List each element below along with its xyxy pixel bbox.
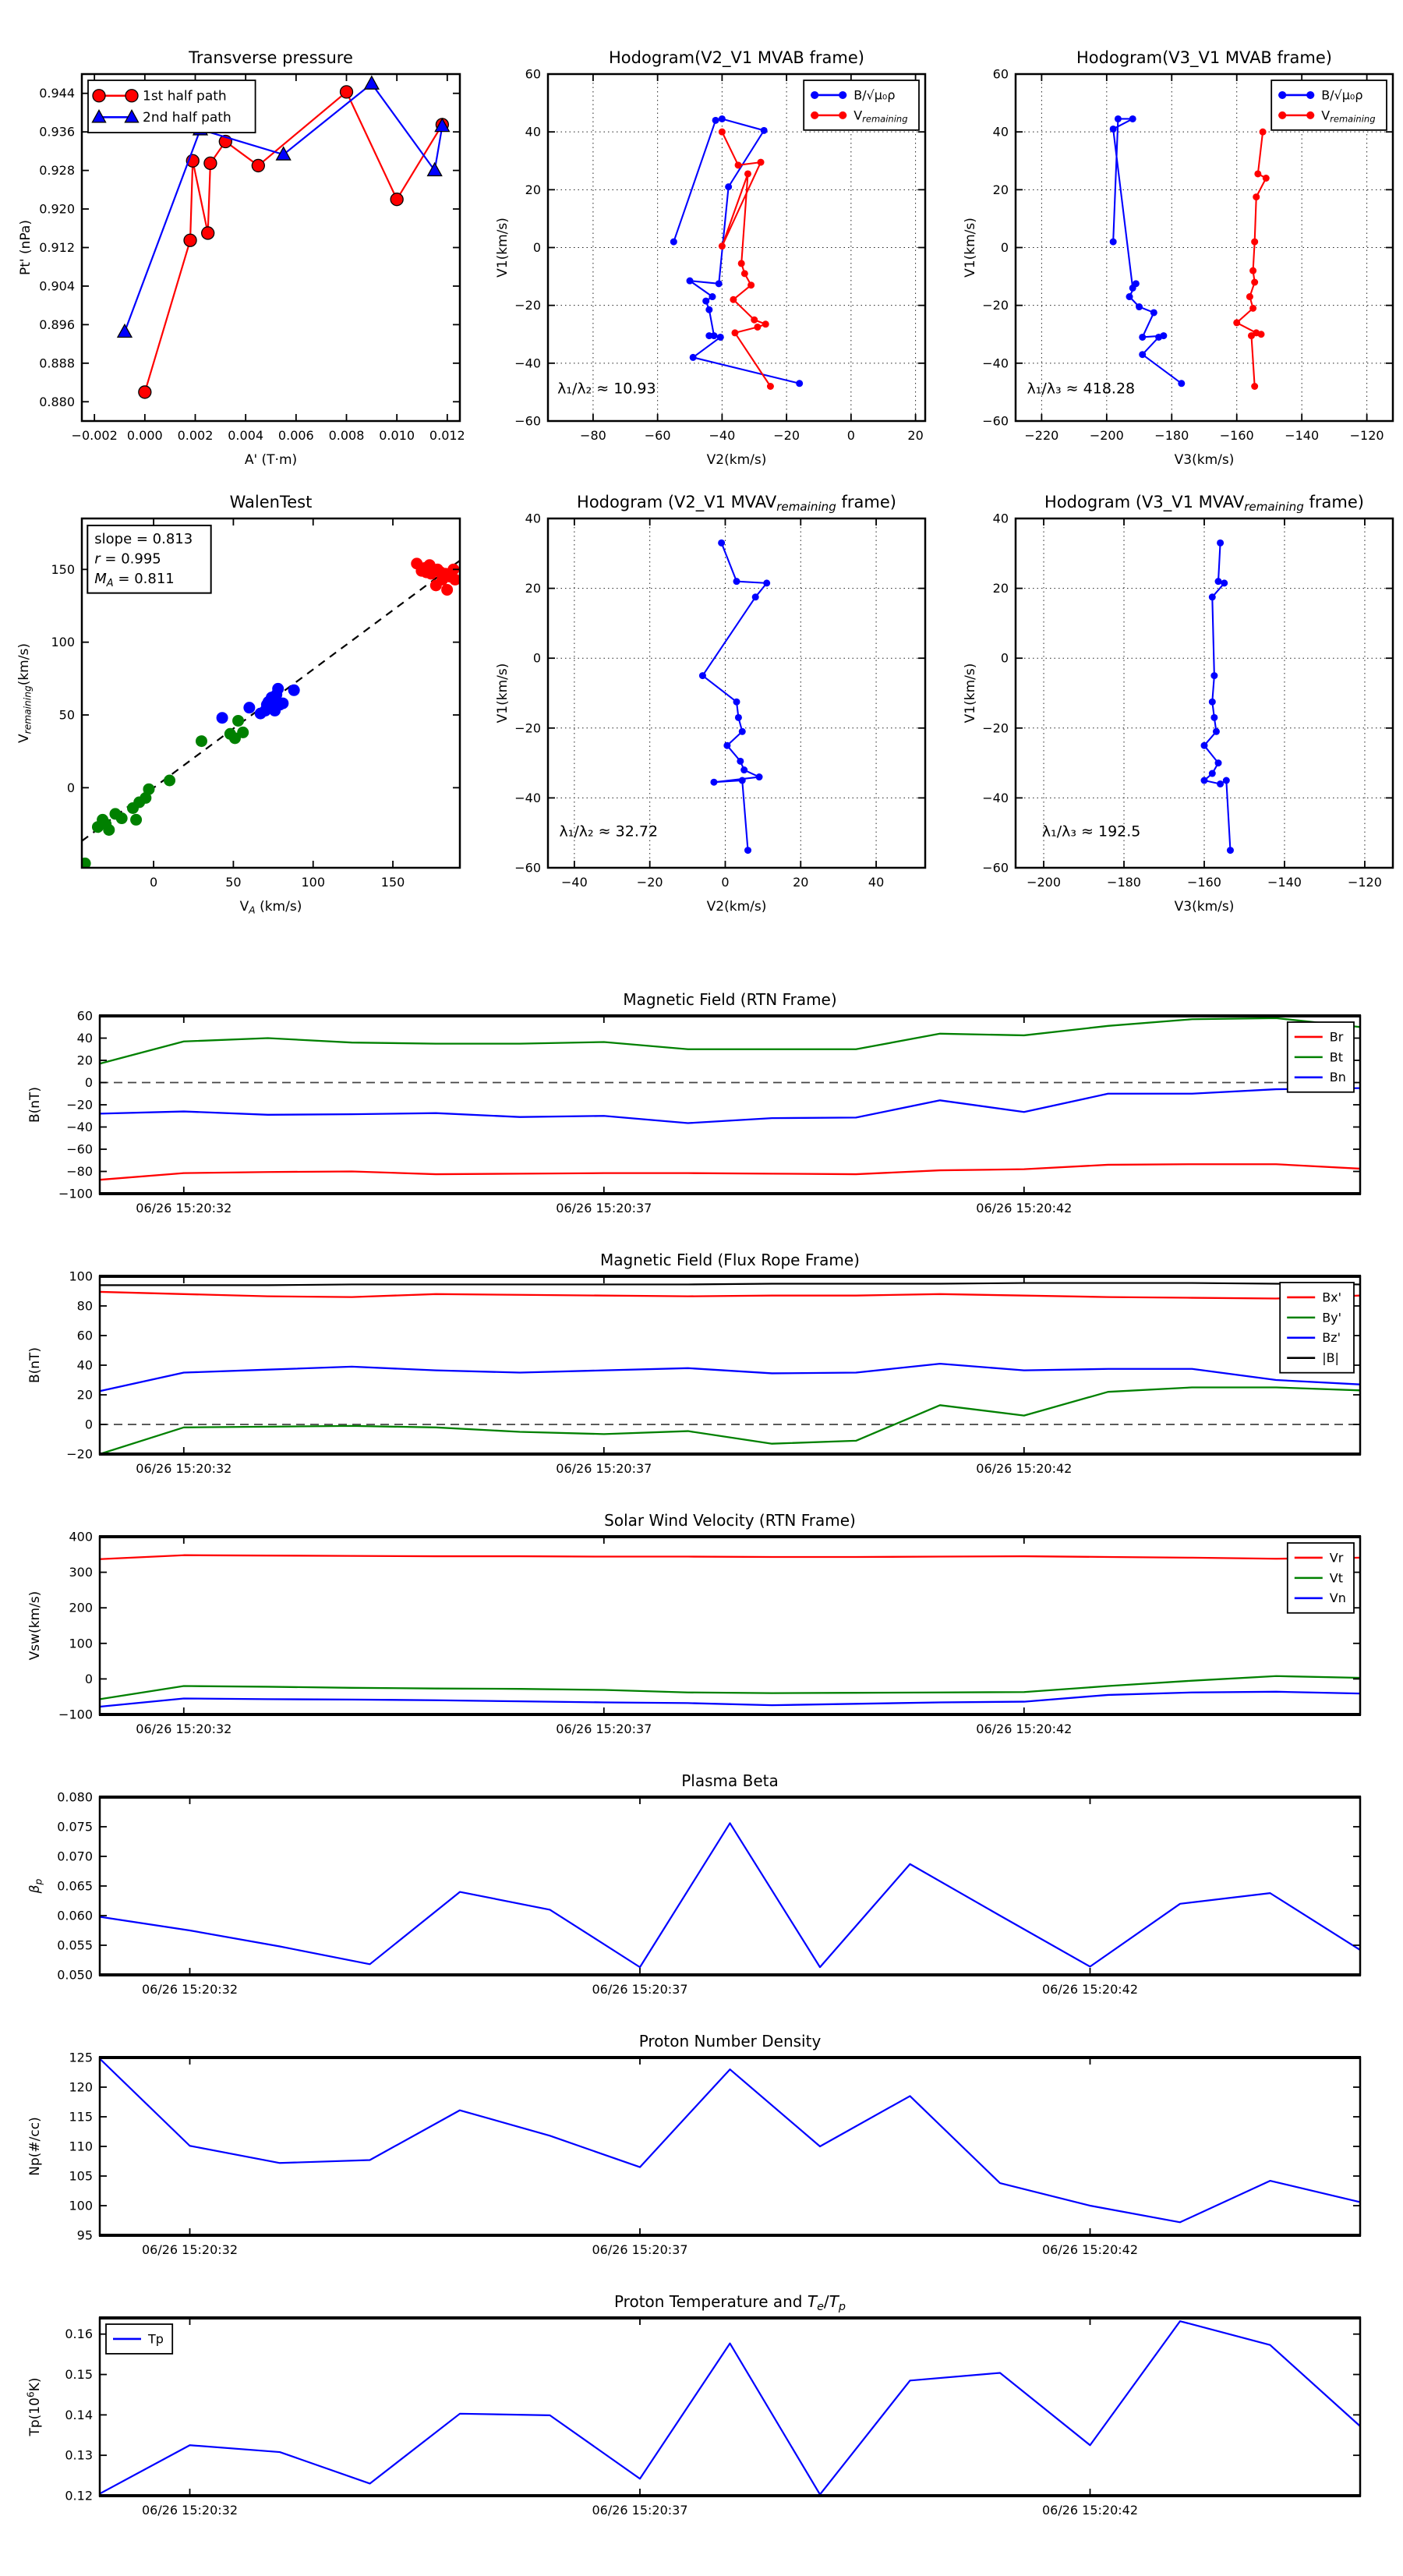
svg-text:0.912: 0.912 (39, 240, 75, 255)
mag-flux-rope-series-bx- (100, 1292, 1360, 1299)
svg-text:Hodogram(V3_V1 MVAB frame): Hodogram(V3_V1 MVAB frame) (1076, 48, 1332, 67)
svg-text:Proton Number Density: Proton Number Density (638, 2032, 822, 2051)
svg-text:Vsw(km/s): Vsw(km/s) (27, 1591, 43, 1661)
svg-text:−100: −100 (58, 1707, 93, 1722)
svg-text:105: 105 (69, 2168, 93, 2184)
svg-text:0.13: 0.13 (65, 2447, 93, 2463)
hodogram-v3v1-mvab-plot (935, 12, 1403, 479)
svg-text:−60: −60 (982, 860, 1009, 876)
svg-text:V3(km/s): V3(km/s) (1174, 899, 1235, 915)
svg-text:40: 40 (525, 511, 541, 526)
walen-test-series-1st-interval (80, 715, 249, 869)
hodogram-v3v1-mvab-series-v-remaining (1233, 129, 1270, 390)
chart-hodogram-v3v1-mvab (935, 12, 1403, 479)
svg-text:−60: −60 (514, 413, 541, 429)
svg-text:−60: −60 (514, 860, 541, 876)
svg-text:−20: −20 (982, 298, 1009, 313)
hodogram-v2v1-mvav-plot (468, 479, 935, 928)
svg-text:06/26 15:20:42: 06/26 15:20:42 (976, 1461, 1073, 1476)
svg-text:Tp: Tp (148, 2331, 164, 2347)
svg-text:−60: −60 (982, 413, 1009, 429)
svg-text:06/26 15:20:32: 06/26 15:20:32 (141, 2503, 239, 2518)
solar-wind-velocity-series-vt (100, 1676, 1360, 1700)
svg-text:40: 40 (992, 511, 1009, 526)
svg-text:Plasma Beta: Plasma Beta (681, 1771, 779, 1790)
svg-text:Hodogram(V2_V1 MVAB frame): Hodogram(V2_V1 MVAB frame) (609, 48, 864, 67)
svg-text:λ₁/λ₃ ≈ 192.5: λ₁/λ₃ ≈ 192.5 (1041, 823, 1141, 840)
svg-text:0.15: 0.15 (65, 2367, 93, 2383)
svg-text:−160: −160 (1219, 428, 1254, 443)
hodogram-v3v1-mvab-series-b-sqrt-mu0-rho- (1110, 115, 1186, 387)
svg-text:100: 100 (51, 635, 75, 650)
svg-text:βp: $\beta_p$ (27, 1878, 44, 1894)
svg-text:0.055: 0.055 (57, 1937, 93, 1953)
svg-text:115: 115 (69, 2109, 93, 2125)
svg-text:0.904: 0.904 (39, 278, 75, 294)
mag-rtn-series-br (100, 1164, 1360, 1180)
svg-text:slope = 0.813: slope = 0.813 (94, 531, 193, 548)
svg-text:06/26 15:20:42: 06/26 15:20:42 (1041, 2503, 1139, 2518)
svg-text:−40: −40 (982, 790, 1009, 805)
svg-text:0.896: 0.896 (39, 317, 75, 332)
mag-rtn-series-bn (100, 1088, 1360, 1123)
svg-text:80: 80 (76, 1298, 93, 1314)
svg-text:B/√μ₀ρ: B/√μ₀ρ (1321, 87, 1363, 103)
transverse-pressure-legend (88, 80, 256, 133)
svg-text:06/26 15:20:32: 06/26 15:20:32 (136, 1721, 232, 1736)
chart-hodogram-v3v1-mvav (935, 479, 1403, 928)
svg-text:−40: −40 (66, 1120, 93, 1134)
solar-wind-velocity-plot (0, 1494, 1403, 1754)
svg-text:λ₁/λ₂ ≈ 32.72: λ₁/λ₂ ≈ 32.72 (559, 823, 659, 840)
svg-text:−40: −40 (560, 875, 588, 890)
svg-text:−80: −80 (66, 1164, 93, 1179)
svg-text:0.888: 0.888 (39, 356, 75, 371)
svg-text:0.070: 0.070 (57, 1849, 93, 1864)
svg-text:V1(km/s): V1(km/s) (495, 663, 511, 724)
chart-hodogram-v2v1-mvab (468, 12, 935, 479)
svg-text:0.050: 0.050 (57, 1967, 93, 1983)
svg-text:V2(km/s): V2(km/s) (706, 452, 767, 468)
svg-text:06/26 15:20:32: 06/26 15:20:32 (141, 2242, 239, 2257)
svg-text:20: 20 (907, 428, 924, 443)
hodogram-v2v1-mvav-series-b-sqrt-mu0-rho- (699, 540, 770, 854)
svg-text:06/26 15:20:37: 06/26 15:20:37 (592, 2503, 688, 2518)
svg-text:Vn: Vn (1329, 1591, 1346, 1606)
svg-text:−40: −40 (514, 790, 541, 805)
svg-text:06/26 15:20:42: 06/26 15:20:42 (976, 1721, 1073, 1736)
svg-text:40: 40 (525, 124, 541, 140)
svg-text:0: 0 (84, 1417, 93, 1432)
svg-text:0.065: 0.065 (57, 1878, 93, 1894)
chart-transverse-pressure (0, 12, 468, 479)
svg-text:−0.002: −0.002 (71, 428, 118, 443)
svg-text:WalenTest: WalenTest (229, 493, 313, 511)
svg-text:120: 120 (69, 2079, 93, 2095)
svg-text:0: 0 (66, 780, 75, 795)
svg-text:200: 200 (69, 1600, 93, 1615)
svg-text:0.060: 0.060 (57, 1908, 93, 1923)
svg-text:0.920: 0.920 (39, 201, 75, 217)
chart-plasma-beta (0, 1754, 1403, 2015)
svg-text:−180: −180 (1107, 875, 1141, 890)
svg-text:By': By' (1322, 1310, 1342, 1325)
svg-text:−20: −20 (773, 428, 800, 443)
svg-text:0: 0 (1000, 650, 1009, 666)
mag-flux-rope-series-bz- (100, 1364, 1360, 1391)
mag-rtn-legend (1288, 1022, 1354, 1092)
svg-text:−60: −60 (66, 1141, 93, 1157)
svg-text:40: 40 (868, 875, 885, 890)
svg-text:−100: −100 (58, 1186, 93, 1201)
svg-text:A' (T·m): A' (T·m) (244, 452, 298, 468)
svg-text:0.944: 0.944 (39, 86, 75, 101)
svg-text:06/26 15:20:37: 06/26 15:20:37 (592, 2242, 688, 2257)
solar-wind-velocity-series-vn (100, 1692, 1360, 1707)
svg-text:20: 20 (525, 182, 541, 197)
svg-text:0.000: 0.000 (126, 428, 163, 443)
svg-text:V2(km/s): V2(km/s) (706, 899, 767, 915)
walen-test-plot (0, 479, 468, 928)
svg-text:0.880: 0.880 (39, 394, 75, 409)
svg-text:V3(km/s): V3(km/s) (1174, 452, 1235, 468)
svg-text:0: 0 (532, 240, 541, 255)
svg-text:06/26 15:20:42: 06/26 15:20:42 (976, 1201, 1073, 1215)
svg-text:40: 40 (76, 1031, 93, 1046)
svg-text:400: 400 (69, 1529, 93, 1545)
svg-text:Proton Temperature and Te/Tp: Proton Temperature and $T_e/T_p$ (613, 2292, 846, 2313)
svg-text:0.006: 0.006 (277, 428, 314, 443)
svg-text:Hodogram (V3_V1 MVAVremaining: Hodogram (V3_V1 $MVAV_{remaining}$ frame) (1044, 493, 1364, 515)
svg-text:λ₁/λ₃ ≈ 418.28: λ₁/λ₃ ≈ 418.28 (1027, 380, 1136, 398)
solar-wind-velocity-legend (1288, 1543, 1354, 1613)
svg-text:V1(km/s): V1(km/s) (963, 663, 978, 724)
svg-text:06/26 15:20:42: 06/26 15:20:42 (1041, 1982, 1139, 1997)
mag-flux-rope-plot (0, 1233, 1403, 1494)
svg-text:110: 110 (69, 2139, 93, 2154)
svg-text:−120: −120 (1347, 875, 1382, 890)
svg-text:−140: −140 (1285, 428, 1320, 443)
svg-text:0: 0 (532, 650, 541, 666)
svg-text:−20: −20 (636, 875, 663, 890)
mag-flux-rope-series--b- (100, 1283, 1360, 1286)
svg-text:0.075: 0.075 (57, 1819, 93, 1835)
svg-text:0.012: 0.012 (429, 428, 465, 443)
svg-text:0.004: 0.004 (228, 428, 264, 443)
svg-text:60: 60 (76, 1008, 93, 1024)
hodogram-v2v1-mvab-plot (468, 12, 935, 479)
svg-text:−20: −20 (66, 1446, 93, 1462)
svg-text:VA (km/s): $V_A$ (km/s) (239, 899, 302, 916)
svg-text:0.12: 0.12 (65, 2488, 93, 2503)
chart-walen-test (0, 479, 468, 928)
svg-text:−140: −140 (1267, 875, 1302, 890)
svg-text:95: 95 (76, 2227, 93, 2243)
svg-text:0.002: 0.002 (177, 428, 214, 443)
hodogram-v3v1-mvav-series-b-sqrt-mu0-rho- (1201, 540, 1234, 854)
solar-wind-velocity-series-vr (100, 1555, 1360, 1559)
svg-text:0.080: 0.080 (57, 1789, 93, 1805)
hodogram-v2v1-mvab-series-v-remaining (719, 129, 774, 390)
svg-text:Vr: Vr (1329, 1550, 1344, 1566)
svg-text:0: 0 (84, 1671, 93, 1686)
svg-text:−20: −20 (66, 1097, 93, 1113)
svg-text:−180: −180 (1154, 428, 1189, 443)
svg-text:0: 0 (149, 875, 158, 890)
svg-text:Pt' (nPa): Pt' (nPa) (18, 220, 34, 275)
svg-text:Bx': Bx' (1322, 1290, 1342, 1305)
svg-text:−160: −160 (1187, 875, 1221, 890)
svg-text:06/26 15:20:42: 06/26 15:20:42 (1041, 2242, 1139, 2257)
svg-text:40: 40 (992, 124, 1009, 140)
svg-text:Hodogram (V2_V1 MVAVremaining: Hodogram (V2_V1 $MVAV_{remaining}$ frame) (577, 493, 896, 515)
svg-text:B/√μ₀ρ: B/√μ₀ρ (853, 87, 896, 103)
svg-text:Np(#/cc): Np(#/cc) (27, 2117, 43, 2176)
svg-text:0.928: 0.928 (39, 163, 75, 179)
svg-text:Vremaining(km/s): $V_{remaining}(km/s)$ (16, 643, 34, 743)
hodogram-v3v1-mvav-plot (935, 479, 1403, 928)
proton-temperature-plot (0, 2275, 1403, 2573)
proton-density-series-np (100, 2059, 1360, 2223)
svg-text:r = 0.995: r = 0.995 (94, 550, 161, 568)
svg-text:40: 40 (76, 1357, 93, 1373)
svg-text:20: 20 (992, 581, 1009, 596)
svg-text:B(nT): B(nT) (27, 1086, 43, 1123)
svg-text:−40: −40 (514, 356, 541, 371)
svg-text:2nd half path: 2nd half path (143, 110, 231, 126)
mag-flux-rope-series-by- (100, 1388, 1360, 1455)
svg-text:300: 300 (69, 1565, 93, 1580)
svg-text:Magnetic Field (RTN Frame): Magnetic Field (RTN Frame) (623, 990, 837, 1009)
svg-text:Bt: Bt (1329, 1049, 1344, 1065)
svg-text:−60: −60 (644, 428, 671, 443)
svg-text:60: 60 (525, 66, 541, 82)
svg-text:V1(km/s): V1(km/s) (495, 218, 511, 278)
svg-text:0: 0 (1000, 240, 1009, 255)
svg-text:20: 20 (76, 1053, 93, 1068)
svg-text:0: 0 (846, 428, 855, 443)
chart-magnetic-field-flux-rope (0, 1233, 1403, 1494)
svg-text:−20: −20 (514, 720, 541, 736)
svg-text:150: 150 (380, 875, 405, 890)
svg-text:50: 50 (58, 707, 75, 723)
transverse-pressure-plot (0, 12, 468, 479)
svg-text:−20: −20 (514, 298, 541, 313)
mag-rtn-plot (0, 973, 1403, 1233)
svg-text:0: 0 (721, 875, 730, 890)
svg-text:06/26 15:20:37: 06/26 15:20:37 (556, 1461, 652, 1476)
walen-test-stat-box (87, 525, 210, 593)
svg-text:06/26 15:20:37: 06/26 15:20:37 (556, 1201, 652, 1215)
hodogram-v3v1-mvab-legend (1271, 80, 1387, 130)
svg-text:−200: −200 (1089, 428, 1124, 443)
chart-magnetic-field-rtn (0, 973, 1403, 1233)
svg-text:Br: Br (1329, 1029, 1344, 1045)
chart-proton-number-density (0, 2015, 1403, 2275)
svg-text:λ₁/λ₂ ≈ 10.93: λ₁/λ₂ ≈ 10.93 (557, 380, 656, 398)
svg-text:06/26 15:20:37: 06/26 15:20:37 (556, 1721, 652, 1736)
hodogram-v2v1-mvab-legend (804, 80, 919, 130)
svg-text:20: 20 (76, 1387, 93, 1403)
svg-text:0.14: 0.14 (65, 2407, 93, 2422)
svg-text:20: 20 (793, 875, 809, 890)
svg-text:Bz': Bz' (1322, 1330, 1341, 1346)
svg-text:Tp(106K): $Tp(10^6K)$ (25, 2377, 43, 2436)
svg-text:20: 20 (525, 581, 541, 596)
svg-text:0.936: 0.936 (39, 124, 75, 140)
svg-text:−80: −80 (580, 428, 606, 443)
proton-density-plot (0, 2015, 1403, 2275)
plasma-beta-plot (0, 1754, 1403, 2015)
proton-temperature-series-tp (100, 2321, 1360, 2494)
svg-text:−200: −200 (1027, 875, 1062, 890)
svg-text:50: 50 (225, 875, 242, 890)
svg-text:100: 100 (69, 1269, 93, 1284)
svg-text:−20: −20 (982, 720, 1009, 736)
svg-text:MA = 0.811: $M_A = 0.811$ (94, 571, 175, 589)
svg-text:|B|: |B| (1322, 1350, 1339, 1366)
svg-text:100: 100 (69, 1636, 93, 1651)
svg-text:Magnetic Field (Flux Rope Fram: Magnetic Field (Flux Rope Frame) (600, 1251, 860, 1269)
mag-rtn-series-bt (100, 1018, 1360, 1063)
chart-solar-wind-velocity (0, 1494, 1403, 1754)
svg-text:Vremaining: $V_{remaining}$ (1321, 108, 1376, 125)
svg-text:−40: −40 (982, 356, 1009, 371)
svg-text:−40: −40 (709, 428, 736, 443)
svg-text:Vt: Vt (1329, 1570, 1344, 1586)
svg-text:Solar Wind Velocity (RTN Frame: Solar Wind Velocity (RTN Frame) (604, 1511, 856, 1530)
svg-text:06/26 15:20:32: 06/26 15:20:32 (141, 1982, 239, 1997)
svg-text:0.16: 0.16 (65, 2327, 93, 2342)
svg-text:20: 20 (992, 182, 1009, 197)
chart-proton-temperature (0, 2275, 1403, 2573)
svg-text:1st half path: 1st half path (143, 88, 227, 104)
svg-text:06/26 15:20:32: 06/26 15:20:32 (136, 1461, 232, 1476)
svg-text:125: 125 (69, 2050, 93, 2065)
svg-text:60: 60 (76, 1328, 93, 1343)
svg-text:60: 60 (992, 66, 1009, 82)
proton-temperature-legend (106, 2324, 172, 2354)
svg-text:0.010: 0.010 (379, 428, 415, 443)
plasma-beta-series-beta-p (100, 1823, 1360, 1967)
chart-hodogram-v2v1-mvav (468, 479, 935, 928)
svg-text:100: 100 (301, 875, 326, 890)
svg-text:06/26 15:20:32: 06/26 15:20:32 (136, 1201, 232, 1215)
svg-text:Bn: Bn (1329, 1070, 1346, 1085)
hodogram-v2v1-mvab-series-b-sqrt-mu0-rho- (670, 115, 803, 387)
svg-text:−120: −120 (1349, 428, 1384, 443)
svg-text:0: 0 (84, 1075, 93, 1090)
svg-text:−220: −220 (1024, 428, 1059, 443)
svg-text:150: 150 (51, 561, 75, 577)
svg-text:Transverse pressure: Transverse pressure (189, 48, 353, 67)
walen-test-series-3rd-interval (411, 557, 461, 596)
svg-text:0.008: 0.008 (328, 428, 365, 443)
svg-text:B(nT): B(nT) (27, 1346, 43, 1384)
svg-text:06/26 15:20:37: 06/26 15:20:37 (592, 1982, 688, 1997)
svg-text:V1(km/s): V1(km/s) (963, 218, 978, 278)
svg-text:Vremaining: $V_{remaining}$ (853, 108, 908, 125)
svg-text:100: 100 (69, 2198, 93, 2213)
mag-flux-rope-legend (1280, 1283, 1354, 1373)
